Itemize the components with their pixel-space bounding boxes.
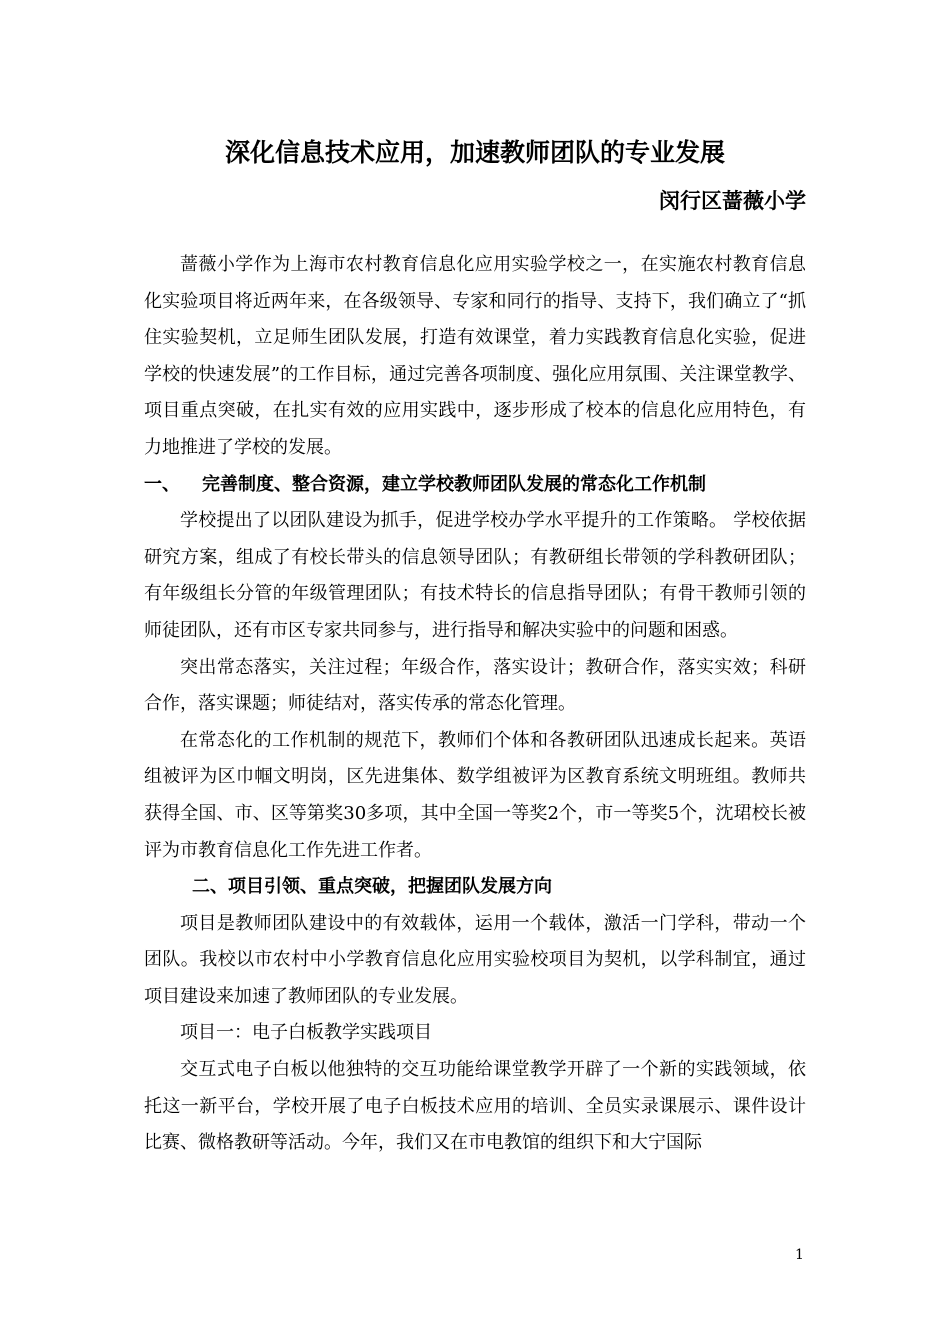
document-author: 闵行区蔷薇小学 xyxy=(659,189,806,213)
document-title: 深化信息技术应用，加速教师团队的专业发展 xyxy=(224,138,725,167)
page-number: 1 xyxy=(795,1247,804,1263)
project-1-title: 项目一：电子白板教学实践项目 xyxy=(180,1022,432,1044)
section-1-heading-text: 完善制度、整合资源，建立学校教师团队发展的常态化工作机制 xyxy=(202,473,706,495)
intro-paragraph: 蔷薇小学作为上海市农村教育信息化应用实验学校之一，在实施农村教育信息化实验项目将近两年来，在各级领导、专家和同行的指导、支持下，我们确立了“抓住实验契机，立足师生团队发展，打造有效课堂，着力实践教育信息化实验，促进学校的快速发展”的工作目标，通过完善各项制度、强化应用氛围、关注课堂教学、项目重点突破，在扎实有效的应用实践中，逐步形成了校本的信息化应用特色，有力地推进了学校的发展。 xyxy=(144,254,806,458)
section-2-heading: 二、项目引领、重点突破，把握团队发展方向 xyxy=(192,876,552,898)
document-body xyxy=(144,247,806,1162)
section-1-paragraph-3: 在常态化的工作机制的规范下，教师们个体和各教研团队迅速成长起来。英语组被评为区巾帼文明岗，区先进集体、数学组被评为区教育系统文明班组。教师共获得全国、市、区等第奖30多项，其中全国一等奖2个，市一等奖5个，沈珺校长被评为市教育信息化工作先进工作者。 xyxy=(144,729,806,861)
section-2-paragraph-1: 项目是教师团队建设中的有效载体，运用一个载体，激活一门学科，带动一个团队。我校以市农村中小学教育信息化应用实验校项目为契机，以学科制宜，通过项目建设来加速了教师团队的专业发展。 xyxy=(144,912,806,1007)
section-1-heading xyxy=(144,467,806,504)
project-1-paragraph: 交互式电子白板以他独特的交互功能给课堂教学开辟了一个新的实践领域，依托这一新平台，学校开展了电子白板技术应用的培训、全员实录课展示、课件设计比赛、微格教研等活动。今年，我们又在市电教馆的组织下和大宁国际 xyxy=(144,1059,806,1154)
section-1-number: 一、 xyxy=(144,473,180,495)
section-1-paragraph-1: 学校提出了以团队建设为抓手，促进学校办学水平提升的工作策略。 学校依据研究方案，组成了有校长带头的信息领导团队；有教研组长带领的学科教研团队；有年级组长分管的年级管理团队；有技术特长的信息指导团队；有骨干教师引领的师徒团队，还有市区专家共同参与，进行指导和解决实验中的问题和困惑。 xyxy=(144,510,806,641)
section-1-paragraph-2: 突出常态落实，关注过程；年级合作，落实设计；教研合作，落实实效；科研合作，落实课题；师徒结对，落实传承的常态化管理。 xyxy=(144,656,806,715)
